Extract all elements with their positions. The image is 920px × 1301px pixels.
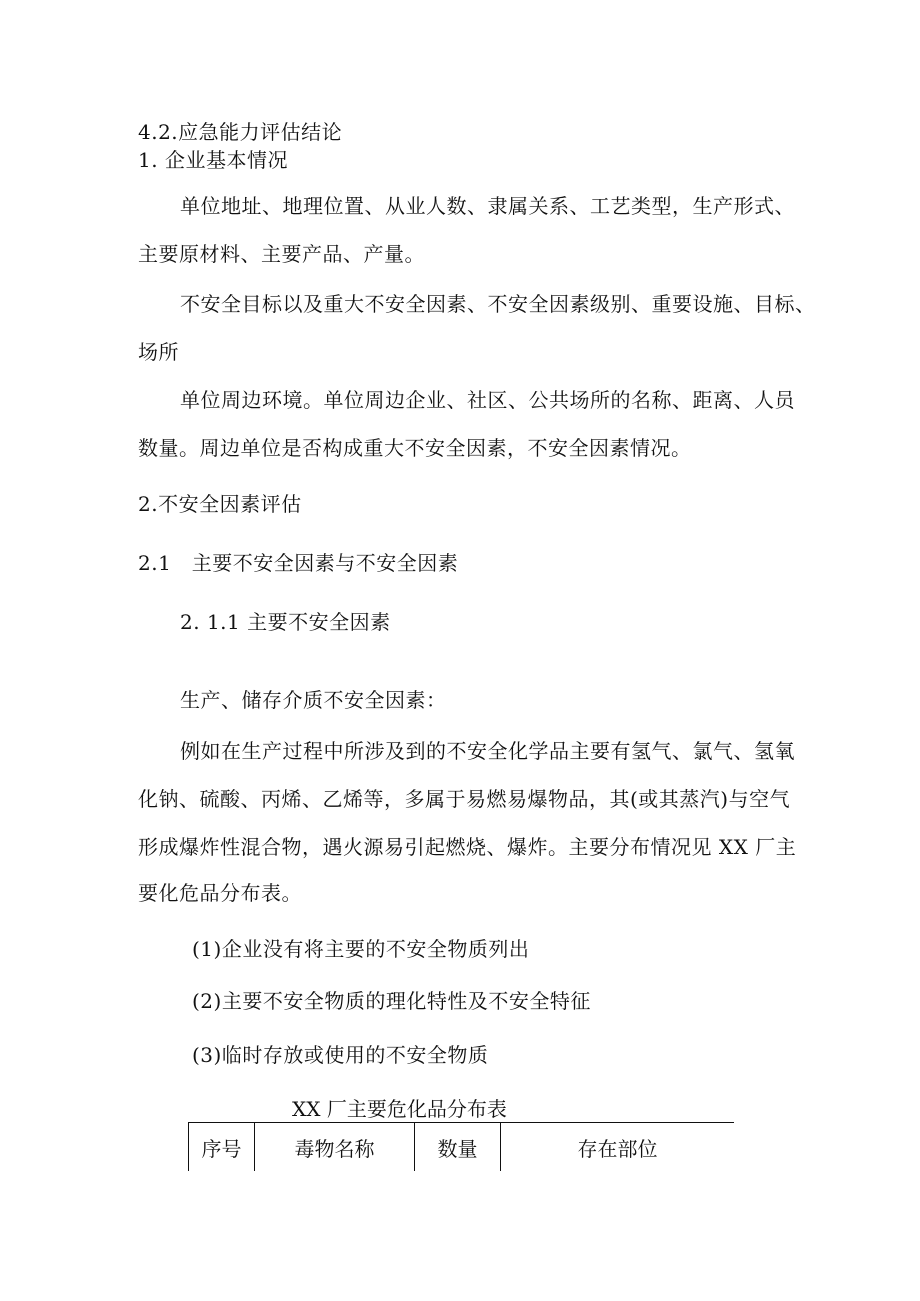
paragraph-line: 不安全目标以及重大不安全因素、不安全因素级别、重要设施、目标、 bbox=[180, 292, 816, 316]
paragraph-line: 要化危品分布表。 bbox=[138, 881, 302, 905]
paragraph-line: 化钠、硫酸、丙烯、乙烯等，多属于易燃易爆物品，其(或其蒸汽)与空气 bbox=[138, 787, 791, 811]
list-item: (1)企业没有将主要的不安全物质列出 bbox=[192, 937, 530, 961]
section-heading-4-2: 4.2.应急能力评估结论 bbox=[138, 120, 343, 144]
header-serial: 序号 bbox=[189, 1123, 255, 1172]
paragraph-line: 主要原材料、主要产品、产量。 bbox=[138, 242, 425, 266]
paragraph-line: 例如在生产过程中所涉及到的不安全化学品主要有氢气、氯气、氢氧 bbox=[180, 739, 795, 763]
heading-company-basics: 1. 企业基本情况 bbox=[138, 148, 288, 172]
paragraph-line: 单位地址、地理位置、从业人数、隶属关系、工艺类型，生产形式、 bbox=[180, 194, 795, 218]
list-item: (2)主要不安全物质的理化特性及不安全特征 bbox=[192, 989, 591, 1013]
header-quantity: 数量 bbox=[415, 1123, 501, 1172]
table-caption: XX 厂主要危化品分布表 bbox=[292, 1097, 507, 1121]
paragraph-line: 场所 bbox=[138, 340, 179, 364]
heading-risk-assessment: 2.不安全因素评估 bbox=[138, 492, 302, 516]
paragraph-line: 数量。周边单位是否构成重大不安全因素，不安全因素情况。 bbox=[138, 436, 692, 460]
heading-2-1: 2.1 主要不安全因素与不安全因素 bbox=[138, 551, 459, 575]
table-header-row bbox=[189, 1123, 735, 1172]
hazmat-table bbox=[188, 1122, 734, 1173]
paragraph-line: 形成爆炸性混合物，遇火源易引起燃烧、爆炸。主要分布情况见 XX 厂主 bbox=[138, 835, 797, 859]
list-item: (3)临时存放或使用的不安全物质 bbox=[192, 1043, 489, 1067]
header-toxin-name: 毒物名称 bbox=[255, 1123, 415, 1172]
paragraph-line: 单位周边环境。单位周边企业、社区、公共场所的名称、距离、人员 bbox=[180, 388, 795, 412]
paragraph-line: 生产、储存介质不安全因素： bbox=[180, 688, 447, 712]
header-location: 存在部位 bbox=[501, 1123, 735, 1172]
heading-2-1-1: 2. 1.1 主要不安全因素 bbox=[180, 610, 391, 634]
